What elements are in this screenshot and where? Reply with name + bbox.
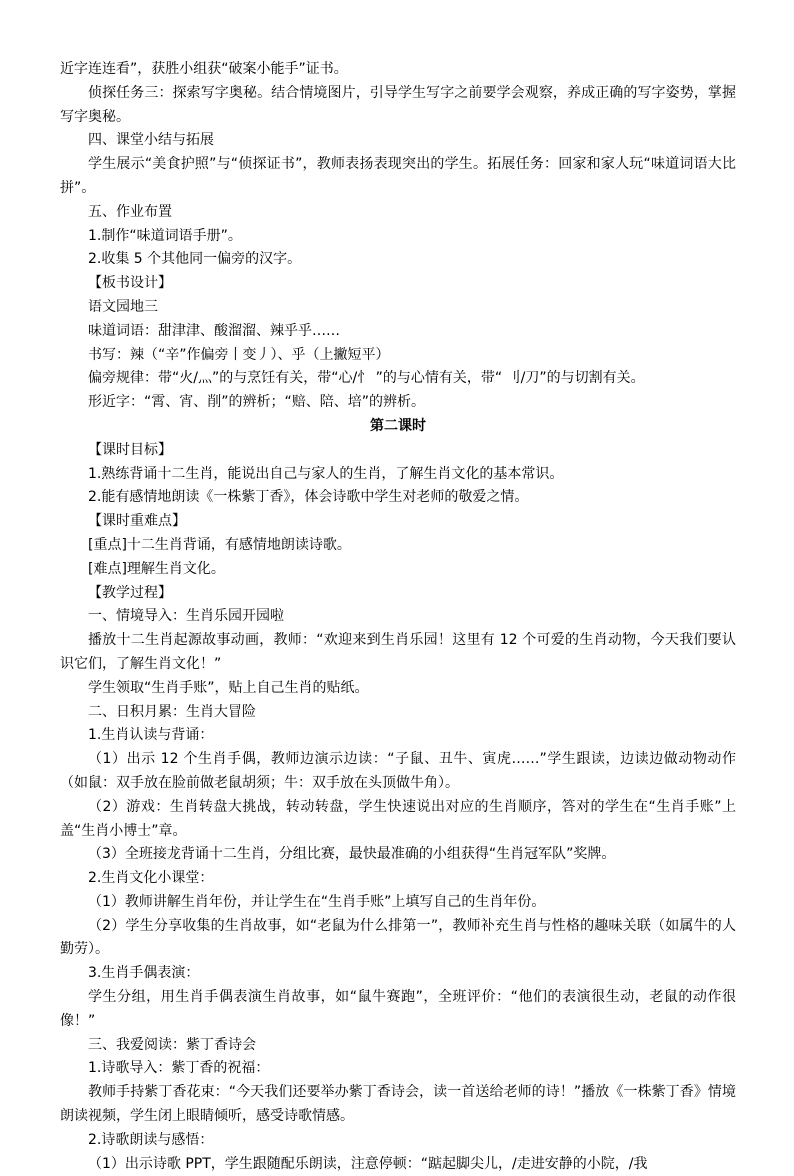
paragraph: 【教学过程】 <box>88 584 172 601</box>
paragraph: 【板书设计】 <box>88 275 172 292</box>
paragraph: 四、课堂小结与拓展 <box>88 132 214 149</box>
paragraph: 1.诗歌导入：紫丁香的祝福： <box>88 1060 270 1077</box>
paragraph: 近字连连看”，获胜小组获“破案小能手”证书。 <box>60 61 348 77</box>
paragraph: 偏旁规律：带“火/灬”的与烹饪有关，带“心/忄 ”的与心情有关，带“ 刂/刀”的与切割有关。 <box>88 370 645 387</box>
paragraph: 学生展示“美食护照”与“侦探证书”，教师表扬表现突出的学生。拓展任务：回家和家人玩“味道词语大比拼”。 <box>60 156 736 196</box>
paragraph: 二、日积月累：生肖大冒险 <box>88 703 256 720</box>
document-body <box>60 58 736 1176</box>
paragraph: 2.诗歌朗读与感悟： <box>88 1131 214 1148</box>
paragraph: 五、作业布置 <box>88 203 172 220</box>
paragraph: 教师手持紫丁香花束：“今天我们还要举办紫丁香诗会，读一首送给老师的诗！”播放《一株紫丁香》情境朗读视频，学生闭上眼睛倾听，感受诗歌情感。 <box>60 1084 736 1125</box>
paragraph: 形近字：“霄、宵、削”的辨析；“赔、陪、培”的辨析。 <box>88 394 426 411</box>
paragraph: 【课时重难点】 <box>88 513 186 530</box>
paragraph: 2.生肖文化小课堂： <box>88 870 214 887</box>
paragraph: 【课时目标】 <box>88 441 172 458</box>
paragraph: 2.收集 5 个其他同一偏旁的汉字。 <box>88 251 302 268</box>
paragraph: 播放十二生肖起源故事动画，教师：“欢迎来到生肖乐园！这里有 12 个可爱的生肖动物，今天我们要认识它们，了解生肖文化！” <box>60 632 736 672</box>
paragraph: 一、情境导入：生肖乐园开园啦 <box>88 608 284 625</box>
paragraph: （1）教师讲解生肖年份，并让学生在“生肖手账”上填写自己的生肖年份。 <box>88 893 546 910</box>
paragraph: 3.生肖手偶表演： <box>88 965 200 982</box>
paragraph: 1.生肖认读与背诵： <box>88 727 214 744</box>
paragraph: （2）学生分享收集的生肖故事，如“老鼠为什么排第一”，教师补充生肖与性格的趣味关联（如属牛的人勤劳）。 <box>60 917 736 958</box>
paragraph: （3）全班接龙背诵十二生肖，分组比赛，最快最准确的小组获得“生肖冠军队”奖牌。 <box>88 846 616 863</box>
paragraph: 2.能有感情地朗读《一株紫丁香》，体会诗歌中学生对老师的敬爱之情。 <box>88 489 529 506</box>
section-heading: 第二课时 <box>370 417 426 434</box>
paragraph: （2）游戏：生肖转盘大挑战，转动转盘，学生快速说出对应的生肖顺序，答对的学生在“生肖手账”上盖“生肖小博士”章。 <box>60 798 736 839</box>
paragraph: （1）出示 12 个生肖手偶，教师边演示边读：“子鼠、丑牛、寅虎……”学生跟读，边读边做动物动作（如鼠：双手放在脸前做老鼠胡须；牛：双手放在头顶做牛角）。 <box>60 751 736 791</box>
paragraph: 1.制作“味道词语手册”。 <box>88 227 242 244</box>
paragraph: [重点]十二生肖背诵，有感情地朗读诗歌。 <box>88 536 351 553</box>
paragraph: 学生领取“生肖手账”，贴上自己生肖的贴纸。 <box>88 679 369 696</box>
paragraph: 1.熟练背诵十二生肖，能说出自己与家人的生肖，了解生肖文化的基本常识。 <box>88 465 564 482</box>
paragraph: [难点]理解生肖文化。 <box>88 560 225 577</box>
paragraph: 书写：辣（“辛”作偏旁丨变丿）、乎（上撇短平） <box>88 346 390 363</box>
paragraph: 语文园地三 <box>88 298 158 315</box>
paragraph: （1）出示诗歌 PPT，学生跟随配乐朗读，注意停顿：“踮起脚尖儿，/走进安静的小院，/我 <box>88 1155 648 1172</box>
paragraph: 侦探任务三：探索写字奥秘。结合情境图片，引导学生写字之前要学会观察，养成正确的写字姿势，掌握写字奥秘。 <box>60 84 736 125</box>
paragraph: 学生分组，用生肖手偶表演生肖故事，如“鼠牛赛跑”，全班评价：“他们的表演很生动，老鼠的动作很像！” <box>60 989 736 1029</box>
paragraph: 味道词语：甜津津、酸溜溜、辣乎乎…… <box>88 322 340 339</box>
paragraph: 三、我爱阅读：紫丁香诗会 <box>88 1036 256 1053</box>
